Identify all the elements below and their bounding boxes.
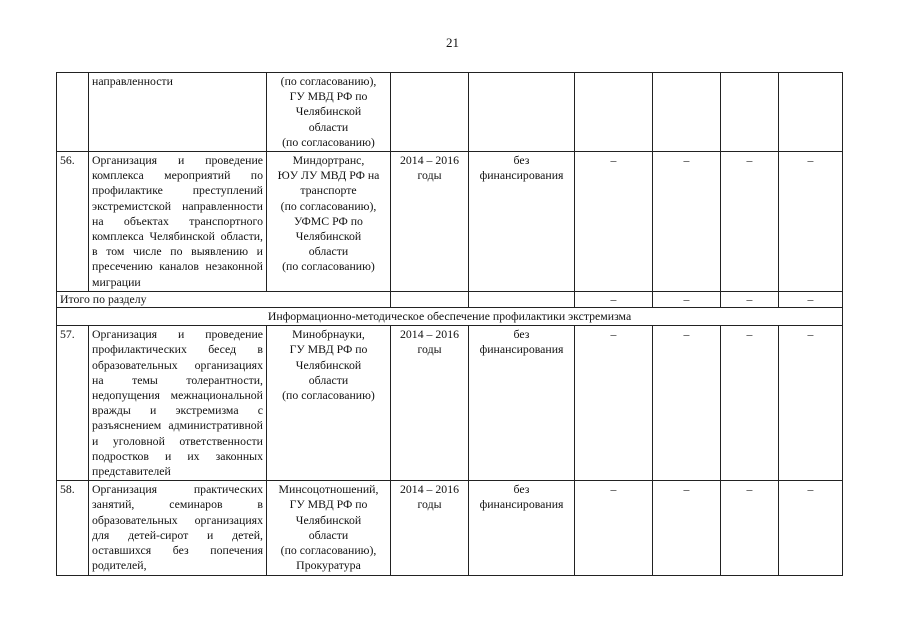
row-number-cell: 56. [57,152,89,292]
activity-name-cell: Организация практических занятий, семинаров в образовательных организациях для детей-сирот и детей, оставшихся без попечения родителей, [89,481,267,575]
value-cell: – [653,152,721,292]
section-header-row [57,308,843,326]
table-row [57,481,843,575]
value-cell: – [721,481,779,575]
value-cell: – [575,481,653,575]
period-line: годы [417,497,442,512]
executors-cell [267,481,391,575]
executor-line: УФМС РФ по [294,213,363,228]
row-number-cell [57,73,89,152]
section-total-label: Итого по разделу [57,291,391,307]
executor-line: ГУ МВД РФ по [289,497,368,512]
period-cell [391,73,469,152]
value-cell [575,73,653,152]
executors-cell [267,152,391,292]
funding-line: финансирования [479,342,564,357]
executor-line: Челябинской [295,104,362,119]
program-activities-table [56,72,843,576]
empty-cell [391,291,469,307]
total-value-cell: – [653,291,721,307]
executors-cell [267,73,391,152]
value-cell: – [575,326,653,481]
executor-line: (по согласованию), [280,198,377,213]
table-row [57,326,843,481]
funding-line: без [513,153,530,168]
executor-line: Челябинской [295,357,362,372]
period-line: 2014 – 2016 [400,327,459,342]
funding-line: финансирования [479,497,564,512]
executor-line: транспорте [300,183,357,198]
executors-cell [267,326,391,481]
executor-line: Челябинской [295,229,362,244]
funding-cell [469,481,575,575]
value-cell [653,73,721,152]
executor-line: Минсоцотношений, [278,482,379,497]
row-number-cell: 58. [57,481,89,575]
period-cell [391,326,469,481]
period-cell [391,481,469,575]
period-line: 2014 – 2016 [400,482,459,497]
table-body [57,73,843,576]
executor-line: ЮУ ЛУ МВД РФ на [277,168,380,183]
period-line: 2014 – 2016 [400,153,459,168]
executor-line: области [308,527,349,542]
table-row [57,152,843,292]
row-number-cell: 57. [57,326,89,481]
executor-line: Прокуратура [296,558,361,573]
funding-cell [469,326,575,481]
page-number: 21 [446,35,459,50]
activity-name-cell: Организация и проведение профилактических бесед в образовательных организациях на темы толерантности, недопущения межнациональной вражды и экстремизма с разъяснением административной и уголовной ответственности подростков и их законных представителей [89,326,267,481]
executor-line: ГУ МВД РФ по [289,342,368,357]
section-total-row [57,291,843,307]
value-cell: – [653,326,721,481]
value-cell [721,73,779,152]
executor-line: Челябинской [295,512,362,527]
executor-line: (по согласованию), [280,74,377,88]
value-cell: – [779,152,843,292]
activity-name-cell: Организация и проведение комплекса мероприятий по профилактике преступлений экстремистской направленности на объектах транспортного комплекса Челябинской области, в том числе по выявлению и пресечению каналов незаконной миграции [89,152,267,292]
funding-cell [469,152,575,292]
table-row [57,73,843,152]
period-cell [391,152,469,292]
total-value-cell: – [575,291,653,307]
period-line: годы [417,342,442,357]
value-cell: – [721,152,779,292]
total-value-cell: – [779,291,843,307]
executor-line: (по согласованию) [282,388,375,403]
executor-line: области [308,244,349,259]
value-cell: – [575,152,653,292]
value-cell: – [653,481,721,575]
section-title: Информационно-методическое обеспечение профилактики экстремизма [57,308,843,326]
empty-cell [469,291,575,307]
executor-line: ГУ МВД РФ по [289,89,368,104]
total-value-cell: – [721,291,779,307]
period-line: годы [417,168,442,183]
funding-cell [469,73,575,152]
executor-line: области [308,119,349,134]
executor-line: (по согласованию), [280,543,377,558]
executor-line: области [308,372,349,387]
activity-name-cell: направленности [89,73,267,152]
value-cell [779,73,843,152]
funding-line: финансирования [479,168,564,183]
executor-line: (по согласованию) [282,259,375,274]
executor-line: Миндортранс, [292,153,365,168]
value-cell: – [779,326,843,481]
value-cell: – [721,326,779,481]
funding-line: без [513,482,530,497]
funding-line: без [513,327,530,342]
executor-line: (по согласованию) [282,134,375,149]
value-cell: – [779,481,843,575]
executor-line: Минобрнауки, [292,327,365,342]
